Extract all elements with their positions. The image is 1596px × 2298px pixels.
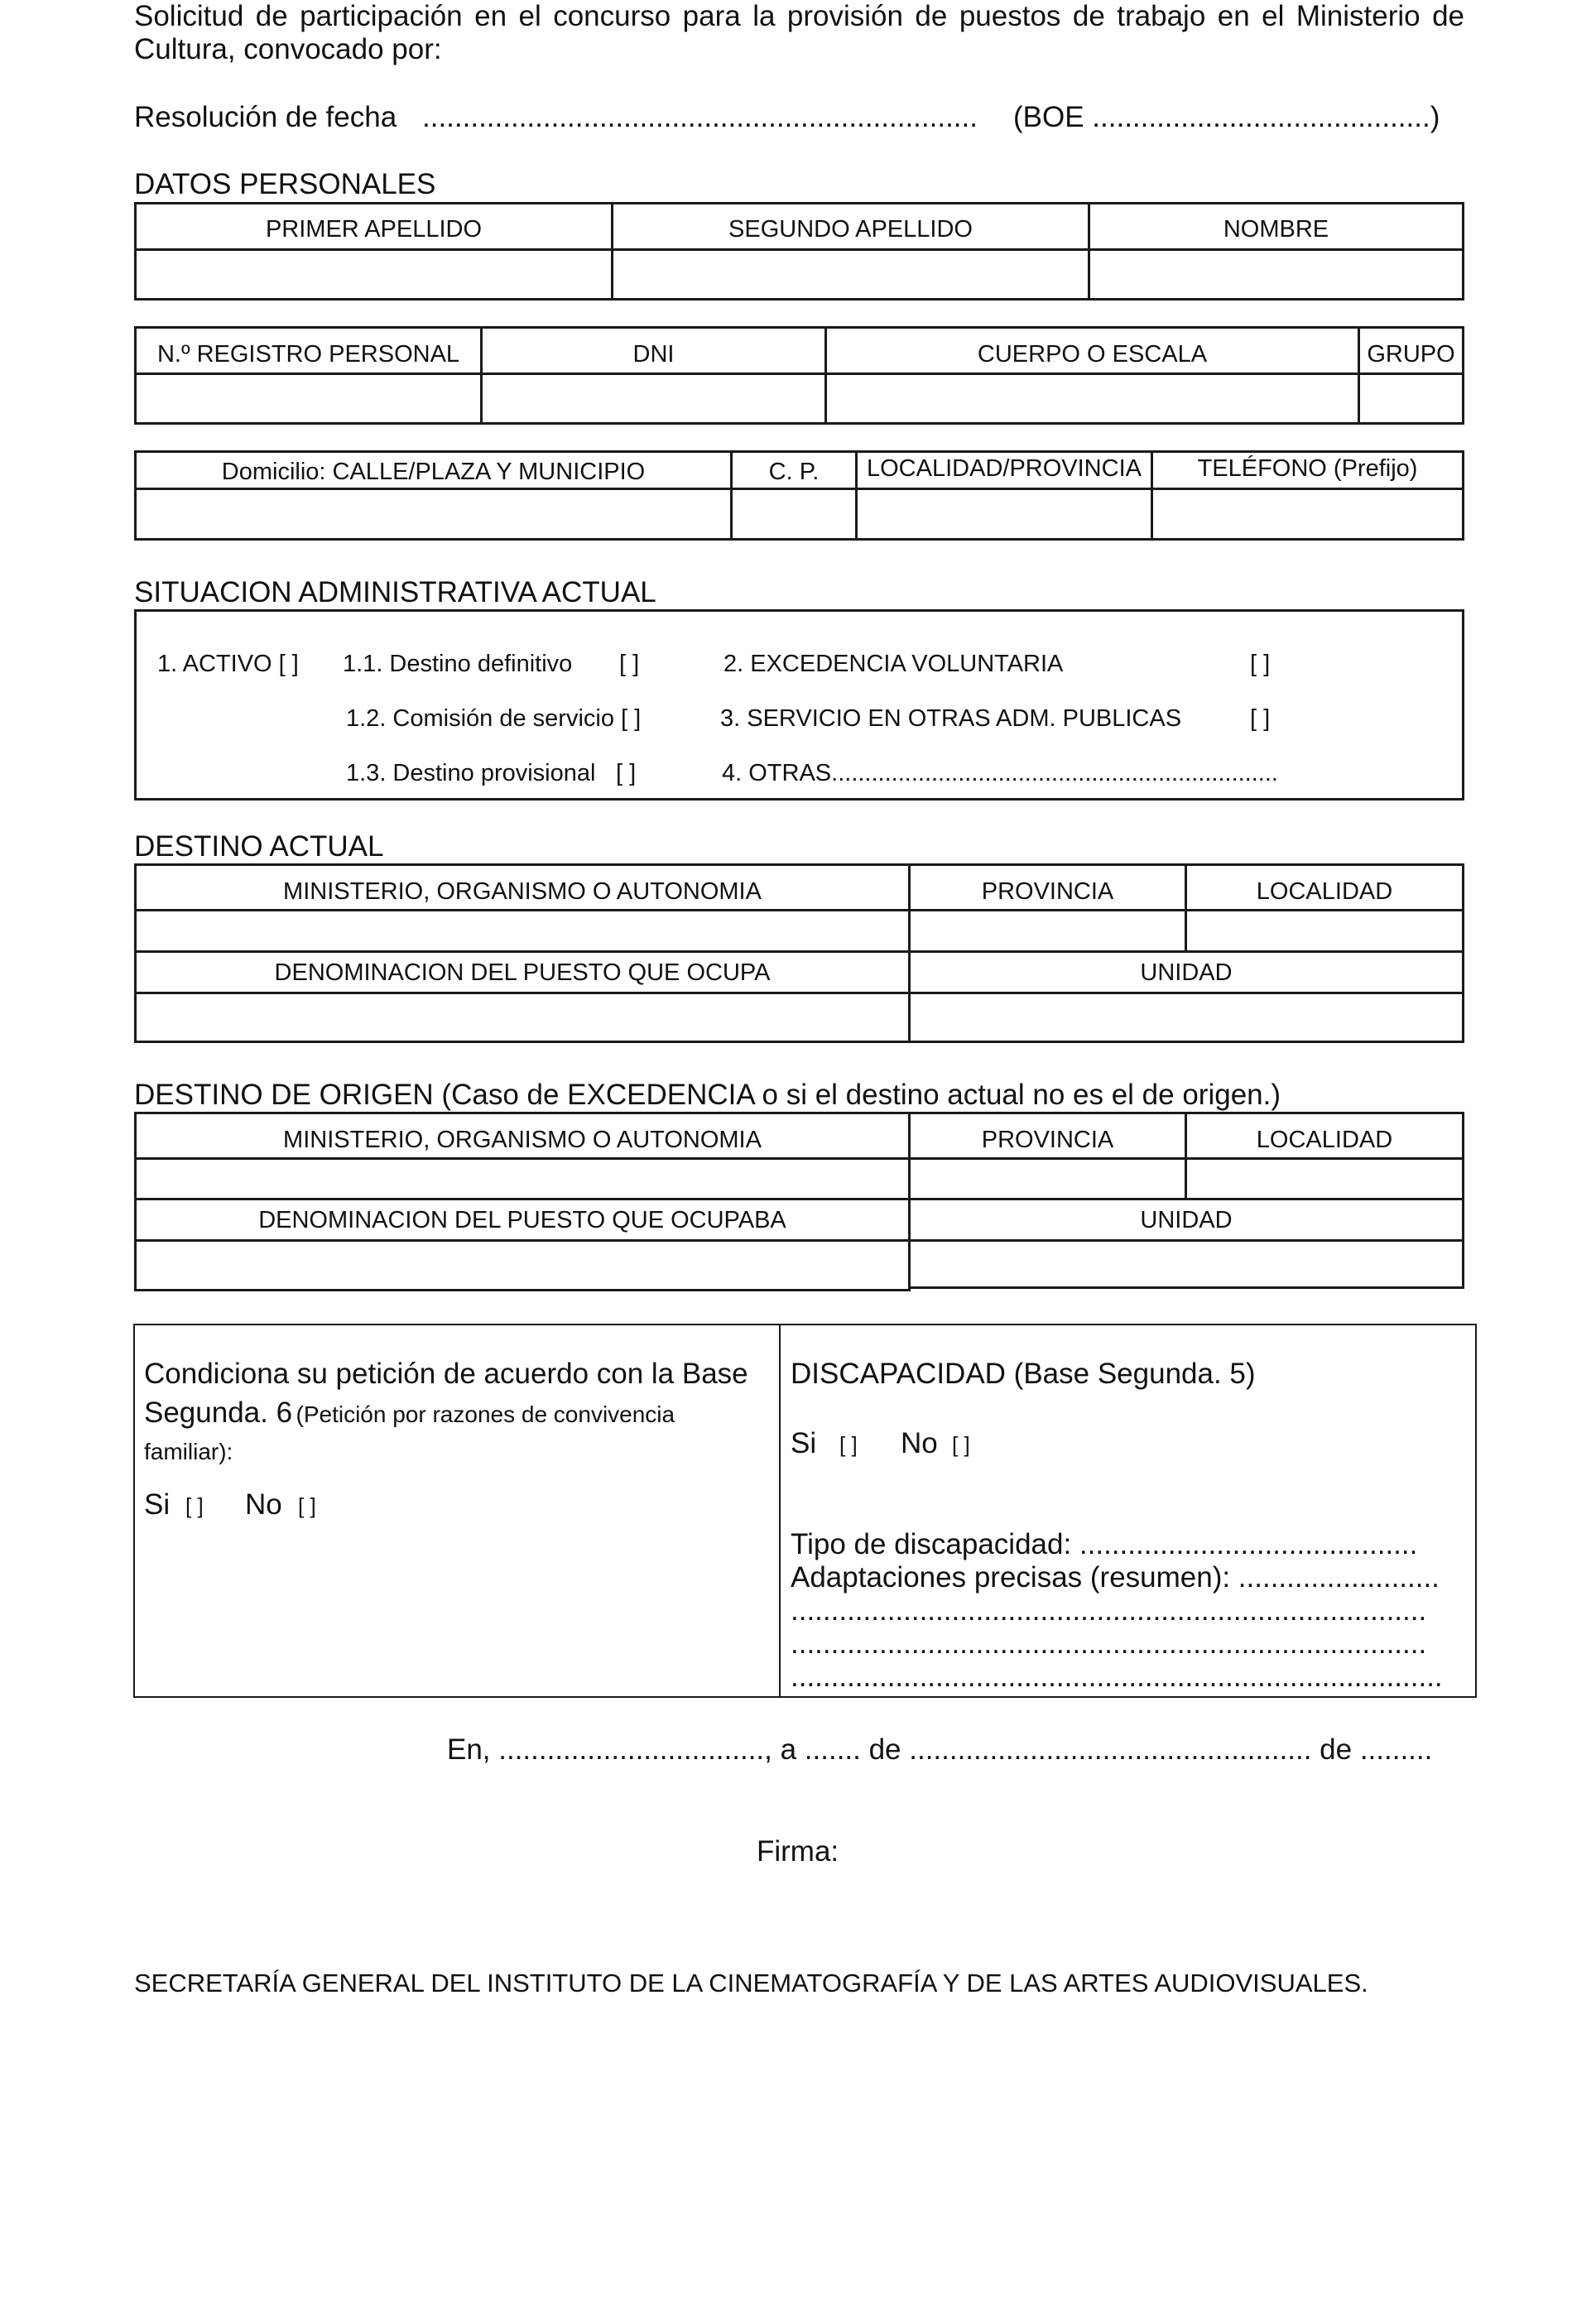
header-grupo: GRUPO	[1367, 341, 1455, 368]
tipo-discapacidad-field[interactable]: Tipo de discapacidad: ..........................................	[791, 1528, 1418, 1560]
registro-personal-field[interactable]	[137, 375, 480, 422]
checkbox-servicio-otras-adm[interactable]: [ ]	[1250, 705, 1271, 732]
current-localidad-field[interactable]	[1187, 911, 1462, 950]
option-destino-definitivo: 1.1. Destino definitivo	[343, 651, 573, 677]
current-section-title: DESTINO ACTUAL	[134, 830, 384, 863]
cp-field[interactable]	[733, 490, 855, 538]
discapacidad-title: DISCAPACIDAD (Base Segunda. 5)	[791, 1358, 1256, 1390]
header-telefono: TELÉFONO (Prefijo)	[1197, 455, 1418, 482]
adaptaciones-field[interactable]: Adaptaciones precisas (resumen): .........................	[791, 1561, 1440, 1594]
origin-header-localidad: LOCALIDAD	[1256, 1127, 1393, 1153]
nombre-field[interactable]	[1090, 251, 1462, 298]
personal-section-title: DATOS PERSONALES	[134, 168, 436, 200]
origin-localidad-field[interactable]	[1187, 1160, 1462, 1198]
dni-field[interactable]	[483, 375, 824, 422]
convivencia-no-checkbox[interactable]: [ ]	[298, 1493, 316, 1518]
grupo-field[interactable]	[1360, 375, 1462, 422]
option-destino-provisional: 1.3. Destino provisional	[346, 760, 596, 786]
discapacidad-no-checkbox[interactable]: [ ]	[952, 1432, 970, 1457]
origin-header-provincia: PROVINCIA	[981, 1127, 1114, 1153]
header-domicilio: Domicilio: CALLE/PLAZA Y MUNICIPIO	[221, 459, 646, 485]
origin-provincia-field[interactable]	[911, 1160, 1185, 1198]
cuerpo-escala-field[interactable]	[827, 375, 1358, 422]
header-cuerpo-escala: CUERPO O ESCALA	[977, 341, 1208, 368]
convivencia-si-label: Si	[144, 1488, 171, 1521]
intro-text: Solicitud de participación en el concurso para la provisión de puestos de trabajo en el Ministerio de Cultura, convocado por:	[134, 0, 1464, 65]
current-header-localidad: LOCALIDAD	[1256, 878, 1393, 905]
footer-secretaria: SECRETARÍA GENERAL DEL INSTITUTO DE LA CINEMATOGRAFÍA Y DE LAS ARTES AUDIOVISUALES.	[134, 1969, 1368, 1998]
telefono-field[interactable]	[1153, 490, 1462, 538]
adaptaciones-line-3[interactable]: .................................................................................	[791, 1661, 1443, 1693]
place-date-line[interactable]: En, ................................., a ....... de .................................................. de .........	[447, 1733, 1433, 1766]
firma-label: Firma:	[757, 1835, 839, 1868]
resolution-boe-field[interactable]: (BOE ..........................................)	[1013, 101, 1440, 133]
current-header-ministerio: MINISTERIO, ORGANISMO O AUTONOMIA	[283, 878, 762, 905]
localidad-provincia-field[interactable]	[858, 490, 1151, 538]
header-localidad-provincia: LOCALIDAD/PROVINCIA	[867, 455, 1142, 482]
convivencia-condition	[144, 1358, 763, 1473]
checkbox-destino-provisional[interactable]: [ ]	[616, 760, 637, 786]
origin-section-title: DESTINO DE ORIGEN (Caso de EXCEDENCIA o si el destino actual no es el de origen.)	[134, 1079, 1281, 1111]
discapacidad-no-label: No	[901, 1427, 938, 1459]
origin-puesto-field[interactable]	[137, 1242, 908, 1288]
origin-header-unidad: UNIDAD	[1140, 1207, 1233, 1233]
current-unidad-field[interactable]	[911, 994, 1462, 1041]
resolution-label: Resolución de fecha	[134, 101, 397, 133]
header-cp: C. P.	[768, 459, 820, 485]
origin-unidad-field[interactable]	[911, 1242, 1462, 1286]
admin-section-title: SITUACION ADMINISTRATIVA ACTUAL	[134, 576, 656, 608]
convivencia-note: (Petición por razones de convivencia familiar):	[144, 1401, 675, 1464]
header-primer-apellido: PRIMER APELLIDO	[265, 216, 483, 243]
origin-ministerio-field[interactable]	[137, 1160, 908, 1198]
convivencia-no-label: No	[245, 1488, 282, 1521]
resolution-date-field[interactable]: .....................................................................	[422, 101, 978, 133]
checkbox-destino-definitivo[interactable]: [ ]	[619, 651, 640, 677]
discapacidad-si-label: Si	[791, 1427, 817, 1459]
header-dni: DNI	[632, 341, 675, 368]
option-comision-servicio[interactable]: 1.2. Comisión de servicio [ ]	[346, 705, 642, 732]
option-activo[interactable]: 1. ACTIVO [ ]	[157, 651, 299, 677]
option-servicio-otras-adm: 3. SERVICIO EN OTRAS ADM. PUBLICAS	[720, 705, 1182, 732]
current-provincia-field[interactable]	[911, 911, 1185, 950]
adaptaciones-line-1[interactable]: ...............................................................................	[791, 1594, 1427, 1627]
segundo-apellido-field[interactable]	[613, 251, 1088, 298]
current-ministerio-field[interactable]	[137, 911, 908, 950]
header-nombre: NOMBRE	[1223, 216, 1329, 243]
current-puesto-field[interactable]	[137, 994, 908, 1041]
header-registro-personal: N.º REGISTRO PERSONAL	[156, 341, 460, 368]
option-otras[interactable]: 4. OTRAS...................................................................	[722, 760, 1278, 786]
adaptaciones-line-2[interactable]: ...............................................................................	[791, 1627, 1427, 1660]
primer-apellido-field[interactable]	[137, 251, 611, 298]
convivencia-si-checkbox[interactable]: [ ]	[185, 1493, 204, 1518]
domicilio-field[interactable]	[137, 490, 730, 538]
origin-header-puesto: DENOMINACION DEL PUESTO QUE OCUPABA	[258, 1207, 786, 1233]
option-excedencia-voluntaria: 2. EXCEDENCIA VOLUNTARIA	[723, 651, 1064, 677]
current-header-puesto: DENOMINACION DEL PUESTO QUE OCUPA	[274, 959, 771, 986]
checkbox-excedencia-voluntaria[interactable]: [ ]	[1250, 651, 1271, 677]
convivencia-title: Condiciona su petición de acuerdo con la Base Segunda. 6	[144, 1358, 748, 1429]
current-header-provincia: PROVINCIA	[981, 878, 1114, 905]
header-segundo-apellido: SEGUNDO APELLIDO	[728, 216, 973, 243]
current-header-unidad: UNIDAD	[1140, 959, 1233, 986]
origin-header-ministerio: MINISTERIO, ORGANISMO O AUTONOMIA	[283, 1127, 762, 1153]
discapacidad-si-checkbox[interactable]: [ ]	[839, 1432, 858, 1457]
